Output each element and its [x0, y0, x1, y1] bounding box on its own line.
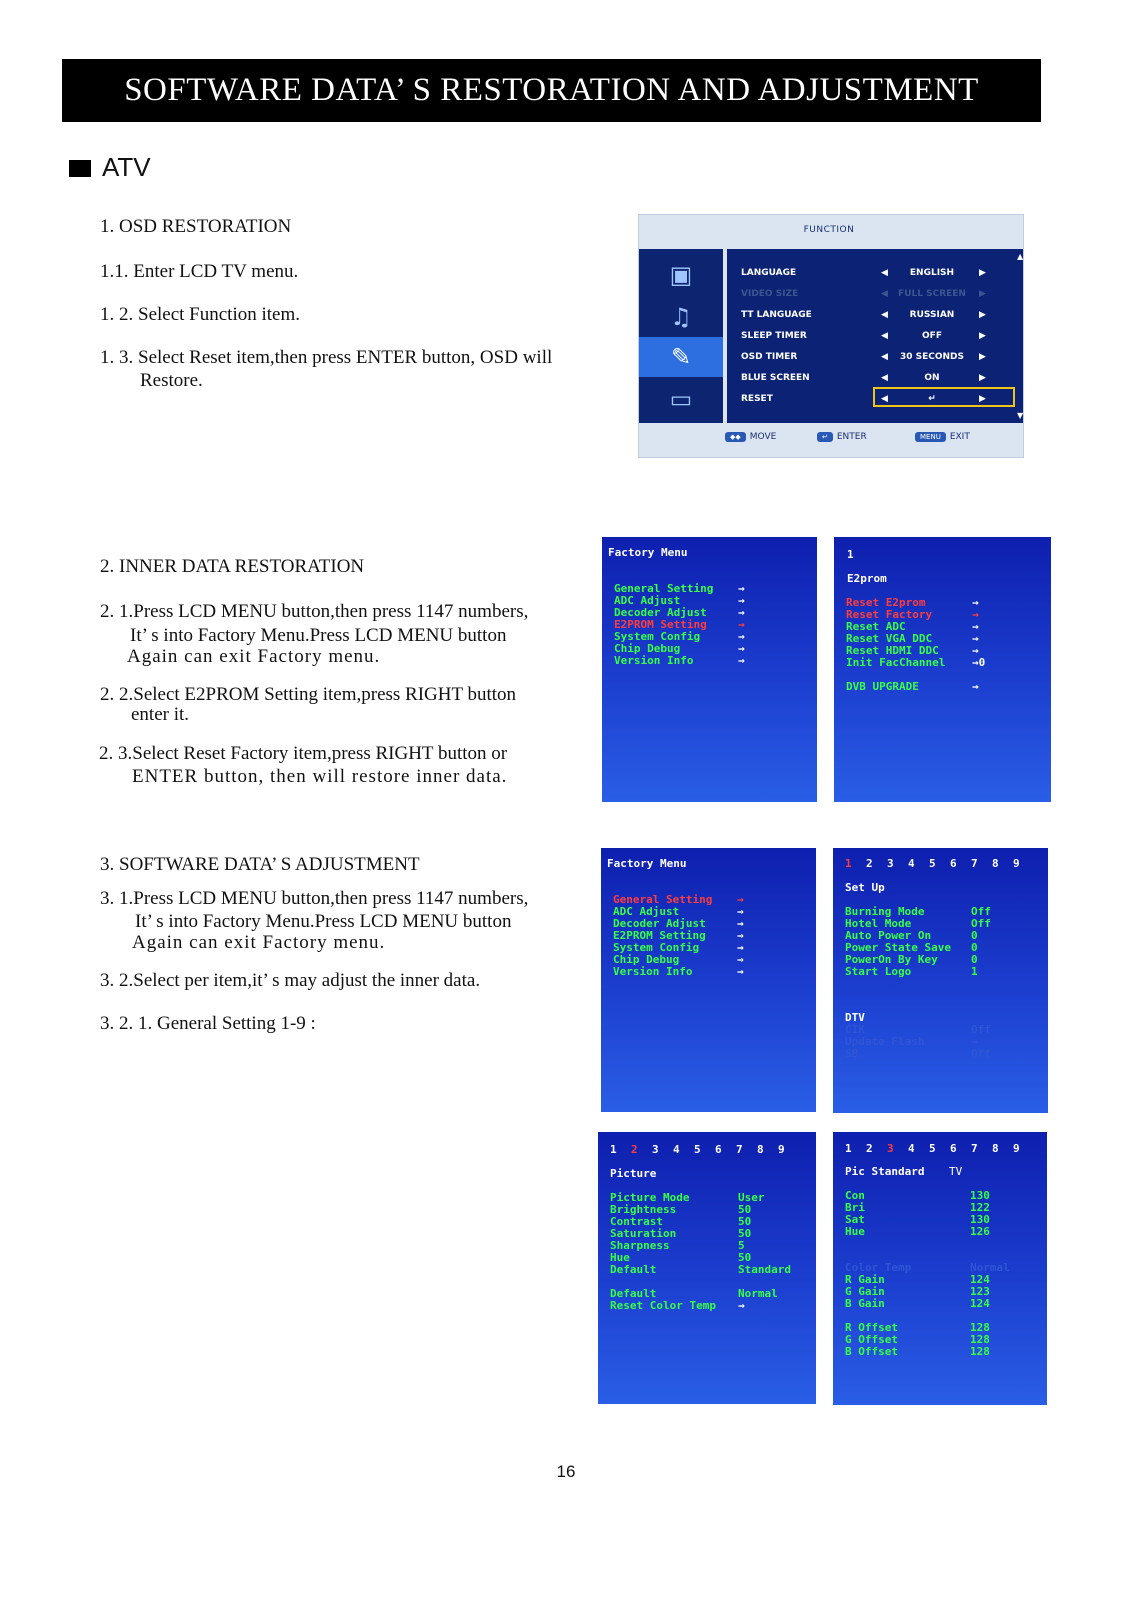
e2prom-title: E2prom: [847, 572, 887, 585]
pic-value: 50: [738, 1227, 752, 1240]
fm-item-version: Version Info: [613, 965, 693, 978]
arrow-icon: →: [737, 941, 744, 954]
pic-row: Reset Color Temp: [610, 1299, 716, 1312]
page-tabs: 1 2 3 4 5 6 7 8 9: [845, 857, 1020, 870]
arrow-icon: →: [737, 917, 744, 930]
arrow-icon: →: [738, 654, 745, 667]
fm-item-general: General Setting: [613, 893, 713, 906]
picstd-row: R Offset: [845, 1321, 898, 1334]
fm-item-e2prom: E2PROM Setting: [614, 618, 707, 631]
setup-menu: [833, 848, 1048, 1113]
s2-p2a: 2. 2.Select E2PROM Setting item,press RIGHT button: [100, 684, 517, 705]
e2-item-reset-e2prom: Reset E2prom: [846, 596, 926, 609]
arrow-icon: →: [972, 680, 979, 693]
fm-item-decoder: Decoder Adjust: [614, 606, 707, 619]
e2prom-page-number: 1: [847, 548, 854, 561]
dtv-row: CIK: [845, 1023, 865, 1036]
arrow-icon: →: [737, 965, 744, 978]
picstd-value: 128: [970, 1321, 990, 1334]
pic-row: Hue: [610, 1251, 630, 1264]
picstd-row: B Offset: [845, 1345, 898, 1358]
s3-p3: 3. 2. 1. General Setting 1-9 :: [100, 1013, 316, 1034]
picstd-value: 130: [970, 1213, 990, 1226]
arrow-icon: →: [972, 608, 979, 621]
music-icon: ♫: [670, 303, 692, 331]
e2-item-init-facchannel: Init FacChannel: [846, 656, 946, 669]
osd-row-sleep-timer: SLEEP TIMER ◀ OFF ▶: [741, 331, 986, 341]
page-number: 16: [556, 1462, 576, 1481]
fm-item-chip: Chip Debug: [614, 642, 681, 655]
arrow-icon: →: [737, 893, 744, 906]
arrow-icon: →: [972, 632, 979, 645]
scroll-up-icon: ▲: [1017, 252, 1024, 261]
e2-item-reset-vga: Reset VGA DDC: [846, 632, 933, 645]
osd-row-blue-screen: BLUE SCREEN ◀ ON ▶: [741, 373, 986, 383]
fm-item-version: Version Info: [614, 654, 694, 667]
osd-main: [727, 249, 1023, 423]
setup-value: Off: [971, 905, 991, 918]
arrow-icon: →: [737, 953, 744, 966]
fm-item-system: System Config: [613, 941, 700, 954]
osd-row-reset: RESET ◀ ↵ ▶: [741, 389, 1015, 409]
section-title: ATV: [102, 152, 151, 182]
setup-title: Set Up: [845, 881, 885, 894]
pic-row: Picture Mode: [610, 1191, 690, 1204]
osd-function-menu: [638, 214, 1024, 458]
s2-p1a: 2. 1.Press LCD MENU button,then press 1147 numbers,: [100, 601, 529, 622]
section-bullet: [69, 160, 91, 177]
function-icon: ✎: [639, 337, 723, 377]
s2-p1b: It’ s into Factory Menu.Press LCD MENU button: [130, 625, 507, 646]
fm-item-chip: Chip Debug: [613, 953, 680, 966]
s2-p1c: Again can exit Factory menu.: [127, 646, 381, 667]
pic-value: 5: [738, 1239, 745, 1252]
setup-row: Burning Mode: [845, 905, 925, 918]
s2-p3a: 2. 3.Select Reset Factory item,press RIGHT button or: [99, 743, 508, 764]
tv-icon: ▭: [669, 385, 693, 413]
factory-menu-e2prom: [602, 537, 817, 802]
factory-menu-title: Factory Menu: [607, 857, 687, 870]
picstd-source: TV: [949, 1165, 963, 1178]
arrow-icon: →: [972, 644, 979, 657]
osd-row-osd-timer: OSD TIMER ◀ 30 SECONDS ▶: [741, 352, 986, 362]
picstd-value: 130: [970, 1189, 990, 1202]
fm-item-e2prom: E2PROM Setting: [613, 929, 706, 942]
picstd-value: 126: [970, 1225, 990, 1238]
pic-value: 50: [738, 1203, 752, 1216]
osd-footer: ◆◆ MOVE ↵ ENTER MENU EXIT: [725, 432, 1015, 446]
setup-value: 0: [971, 941, 978, 954]
setup-row: Auto Power On: [845, 929, 932, 942]
picture-title: Picture: [610, 1167, 657, 1180]
picstd-row: B Gain: [845, 1297, 885, 1310]
pic-row: Contrast: [610, 1215, 663, 1228]
picstd-row: G Offset: [845, 1333, 898, 1346]
arrow-icon: →: [737, 929, 744, 942]
osd-title: FUNCTION: [803, 225, 855, 235]
arrow-icon: →: [972, 596, 979, 609]
pic-value: Standard: [738, 1263, 791, 1276]
setup-value: Off: [971, 917, 991, 930]
scroll-down-icon: ▼: [1017, 411, 1024, 420]
arrow-icon: →: [738, 594, 745, 607]
setup-row: Hotel Mode: [845, 917, 912, 930]
pic-row: Saturation: [610, 1227, 677, 1240]
picstd-value: 124: [970, 1273, 990, 1286]
dtv-value: Off: [971, 1047, 991, 1060]
arrow-icon: →: [738, 630, 745, 643]
setup-value: 1: [971, 965, 978, 978]
picstd-row: G Gain: [845, 1285, 885, 1298]
pic-value: Normal: [738, 1287, 778, 1300]
factory-menu-general: [601, 848, 816, 1112]
s2-p3b: ENTER button, then will restore inner data.: [132, 766, 508, 787]
arrow-icon: →: [738, 1299, 745, 1312]
dtv-value: Off: [971, 1023, 991, 1036]
e2-item-dvb-upgrade: DVB UPGRADE: [846, 680, 919, 693]
page-header: SOFTWARE DATA’ S RESTORATION AND ADJUSTMENT: [62, 59, 1041, 122]
picture-icon: ▣: [669, 261, 693, 289]
picstd-value: 123: [970, 1285, 990, 1298]
picstd-row: Sat: [845, 1213, 865, 1226]
pic-row: Brightness: [610, 1203, 677, 1216]
setup-row: Power State Save: [845, 941, 951, 954]
picstd-value: 122: [970, 1201, 990, 1214]
dtv-row: SB: [845, 1047, 859, 1060]
s1-step3a: 1. 3. Select Reset item,then press ENTER button, OSD will: [100, 347, 553, 368]
picstd-row: Color Temp: [845, 1261, 912, 1274]
s3-p1c: Again can exit Factory menu.: [132, 932, 386, 953]
dtv-title: DTV: [845, 1011, 865, 1024]
picstd-row: R Gain: [845, 1273, 885, 1286]
picture-menu: [598, 1132, 816, 1404]
pic-value: 50: [738, 1215, 752, 1228]
s1-step1: 1.1. Enter LCD TV menu.: [100, 261, 299, 282]
page-tabs: 1 2 3 4 5 6 7 8 9: [845, 1142, 1020, 1155]
arrow-icon: →: [738, 582, 745, 595]
arrow-icon: →: [738, 606, 745, 619]
arrow-icon: →: [737, 905, 744, 918]
picstd-value: Normal: [970, 1261, 1010, 1274]
fm-item-decoder: Decoder Adjust: [613, 917, 706, 930]
move-key-icon: ◆◆: [725, 432, 746, 442]
pic-row: Default: [610, 1287, 657, 1300]
page-tabs: 1 2 3 4 5 6 7 8 9: [610, 1143, 785, 1156]
s1-step2: 1. 2. Select Function item.: [100, 304, 301, 325]
fm-item-system: System Config: [614, 630, 701, 643]
s3-title: 3. SOFTWARE DATA’ S ADJUSTMENT: [100, 854, 420, 875]
dtv-row: Update Flash: [845, 1035, 925, 1048]
osd-row-video-size: VIDEO SIZE ◀ FULL SCREEN ▶: [741, 289, 986, 299]
picstd-value: 128: [970, 1345, 990, 1358]
s3-p2: 3. 2.Select per item,it’ s may adjust the inner data.: [100, 970, 481, 991]
setup-row: PowerOn By Key: [845, 953, 938, 966]
picstd-row: Hue: [845, 1225, 865, 1238]
s2-title: 2. INNER DATA RESTORATION: [100, 556, 365, 577]
s1-step3b: Restore.: [140, 370, 203, 391]
pic-standard-menu: [833, 1132, 1047, 1405]
arrow-icon: →: [738, 618, 745, 631]
e2-item-reset-factory: Reset Factory: [846, 608, 933, 621]
pic-value: User: [738, 1191, 765, 1204]
arrow-icon: →: [738, 642, 745, 655]
s1-title: 1. OSD RESTORATION: [100, 216, 292, 237]
enter-key-icon: ↵: [817, 432, 833, 442]
picstd-title: Pic Standard: [845, 1165, 925, 1178]
fm-item-adc: ADC Adjust: [613, 905, 680, 918]
osd-sidebar: [639, 249, 723, 423]
osd-row-tt-language: TT LANGUAGE ◀ RUSSIAN ▶: [741, 310, 986, 320]
fm-item-adc: ADC Adjust: [614, 594, 681, 607]
s2-p2b: enter it.: [131, 704, 190, 725]
arrow-icon: →: [972, 620, 979, 633]
setup-row: Start Logo: [845, 965, 912, 978]
osd-row-language: LANGUAGE ◀ ENGLISH ▶: [741, 268, 986, 278]
picstd-value: 124: [970, 1297, 990, 1310]
factory-menu-title: Factory Menu: [608, 546, 688, 559]
e2-item-reset-adc: Reset ADC: [846, 620, 906, 633]
dtv-value: →: [971, 1035, 978, 1048]
setup-value: 0: [971, 929, 978, 942]
s3-p1b: It’ s into Factory Menu.Press LCD MENU button: [135, 911, 512, 932]
menu-key-icon: MENU: [915, 432, 946, 442]
e2prom-menu: [834, 537, 1051, 802]
init-value: →0: [972, 656, 986, 669]
setup-value: 0: [971, 953, 978, 966]
pic-row: Default: [610, 1263, 657, 1276]
pic-row: Sharpness: [610, 1239, 670, 1252]
pic-value: 50: [738, 1251, 752, 1264]
picstd-value: 128: [970, 1333, 990, 1346]
picstd-row: Bri: [845, 1201, 865, 1214]
e2-item-reset-hdmi: Reset HDMI DDC: [846, 644, 939, 657]
fm-item-general: General Setting: [614, 582, 714, 595]
picstd-row: Con: [845, 1189, 865, 1202]
s3-p1a: 3. 1.Press LCD MENU button,then press 1147 numbers,: [100, 888, 529, 909]
